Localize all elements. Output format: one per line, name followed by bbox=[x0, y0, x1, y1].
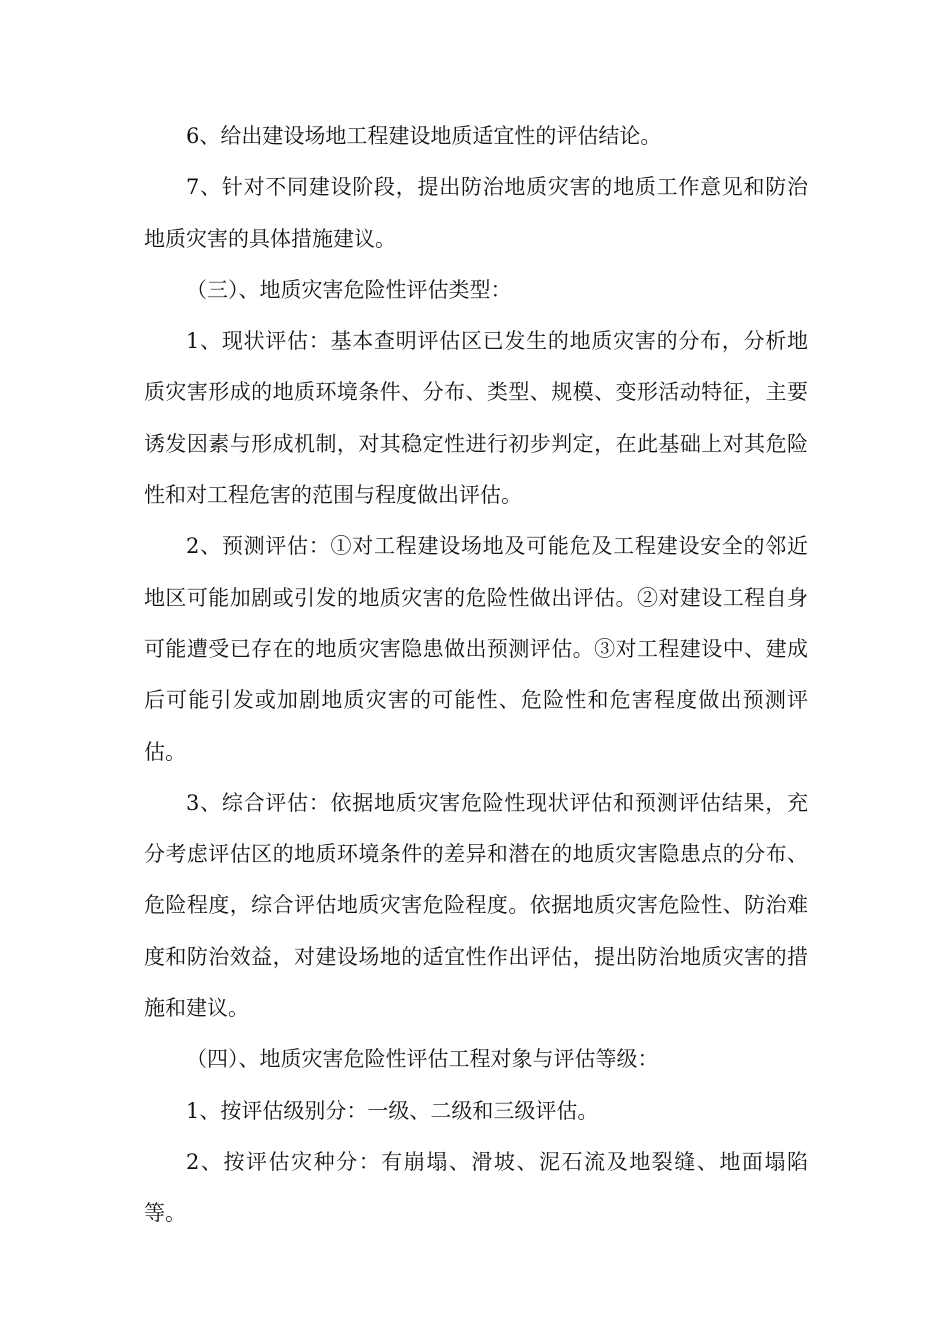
section-heading-3: （三）、地质灾害危险性评估类型： bbox=[186, 277, 512, 302]
paragraph-assessment-levels: 1、按评估级别分：一级、二级和三级评估。 bbox=[186, 1098, 599, 1123]
document-body bbox=[144, 111, 808, 1240]
paragraph-item-6-conclusion: 6、给出建设场地工程建设地质适宜性的评估结论。 bbox=[186, 124, 662, 148]
paragraph-item-7-suggestions: 7、针对不同建设阶段，提出防治地质灾害的地质工作意见和防治地质灾害的具体措施建议。 bbox=[144, 175, 808, 251]
paragraph-comprehensive-assessment: 3、综合评估：依据地质灾害危险性现状评估和预测评估结果，充分考虑评估区的地质环境条件的差异和潜在的地质灾害隐患点的分布、危险程度，综合评估地质灾害危险程度。依据地质灾害危险性、防治难度和防治效益，对建设场地的适宜性作出评估，提出防治地质灾害的措施和建议。 bbox=[144, 790, 808, 1021]
paragraph-predictive-assessment: 2、预测评估：①对工程建设场地及可能危及工程建设安全的邻近地区可能加剧或引发的地质灾害的危险性做出评估。②对建设工程自身可能遭受已存在的地质灾害隐患做出预测评估。③对工程建设中、建成后可能引发或加剧地质灾害的可能性、危险性和危害程度做出预测评估。 bbox=[144, 534, 808, 764]
section-heading-4: （四）、地质灾害危险性评估工程对象与评估等级： bbox=[186, 1047, 659, 1072]
paragraph-hazard-types: 2、按评估灾种分：有崩塌、滑坡、泥石流及地裂缝、地面塌陷等。 bbox=[144, 1149, 808, 1226]
paragraph-current-assessment: 1、现状评估：基本查明评估区已发生的地质灾害的分布，分析地质灾害形成的地质环境条件、分布、类型、规模、变形活动特征，主要诱发因素与形成机制，对其稳定性进行初步判定，在此基础上对其危险性和对工程危害的范围与程度做出评估。 bbox=[144, 329, 808, 508]
